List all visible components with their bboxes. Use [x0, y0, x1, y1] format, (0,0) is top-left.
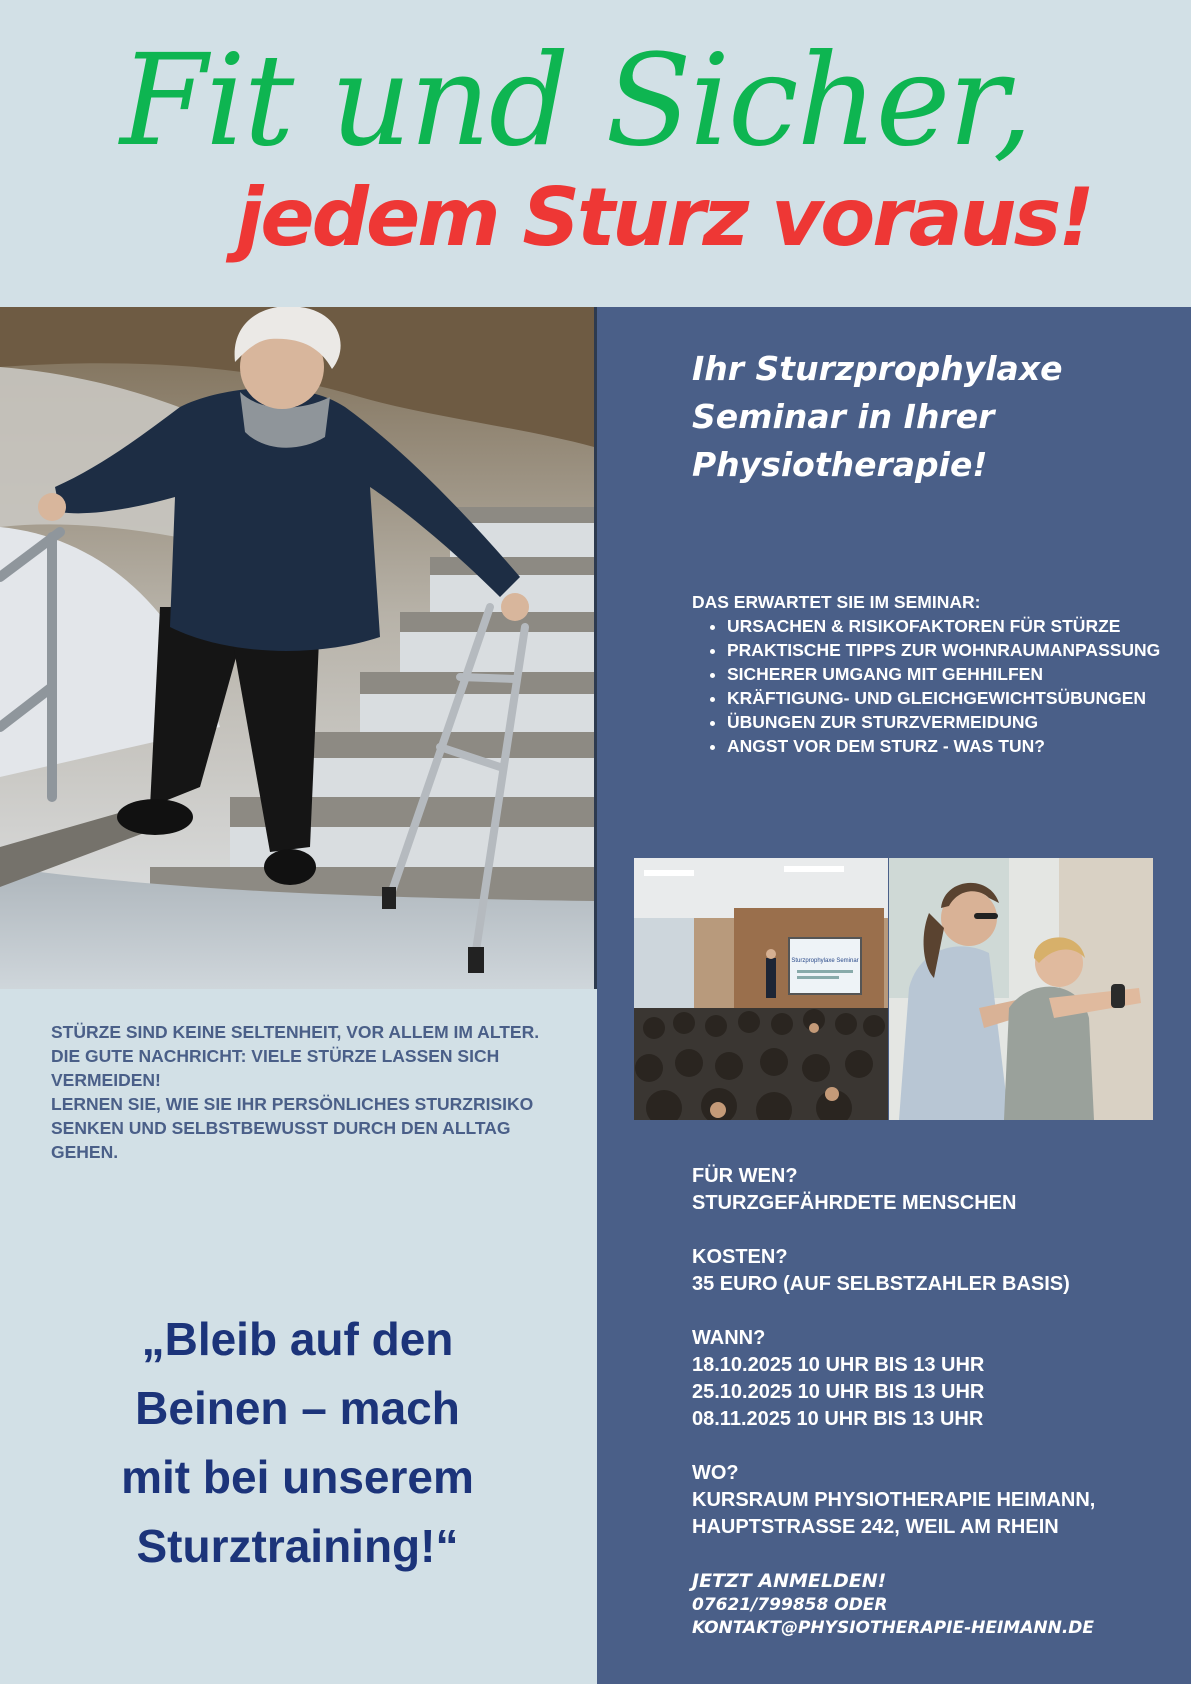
target-group-value: STURZGEFÄHRDETE MENSCHEN: [692, 1192, 1017, 1214]
seminar-headline-line-2: Seminar in Ihrer: [692, 397, 995, 436]
target-group-label: FÜR WEN?: [692, 1165, 798, 1187]
date-item: 25.10.2025 10 UHR BIS 13 UHR: [692, 1381, 985, 1403]
seminar-audience-photo: [634, 858, 888, 1120]
title-sub: jedem Sturz voraus!: [236, 171, 1092, 264]
intro-line-2: DIE GUTE NACHRICHT: VIELE STÜRZE LASSEN SICH VERMEIDEN!: [51, 1046, 500, 1090]
dates: [692, 1325, 1172, 1433]
intro-line-3: LERNEN SIE, WIE SIE IHR PERSÖNLICHES STURZRISIKO SENKEN UND SELBSTBEWUSST DURCH DEN ALLTAG GEHEN.: [51, 1094, 534, 1162]
seminar-info: [692, 1163, 1172, 1568]
topics-title: DAS ERWARTET SIE IM SEMINAR:: [692, 592, 981, 612]
quote: [40, 1305, 555, 1581]
quote-line-3: mit bei unserem: [121, 1451, 474, 1503]
seminar-headline-line-1: Ihr Sturzprophylaxe: [692, 349, 1063, 388]
seminar-headline: [692, 345, 1162, 489]
elderly-woman-photo: [0, 307, 597, 989]
registration-cta: [692, 1569, 1172, 1640]
topic-item: • ÜBUNGEN ZUR STURZVERMEIDUNG: [727, 710, 1172, 734]
seminar-headline-line-3: Physiotherapie!: [692, 445, 988, 484]
quote-line-4: Sturztraining!“: [136, 1520, 459, 1572]
therapy-exercise-photo: [889, 858, 1153, 1120]
location-label: WO?: [692, 1462, 739, 1484]
topic-item: • KRÄFTIGUNG- UND GLEICHGEWICHTSÜBUNGEN: [727, 686, 1172, 710]
topic-item: • ANGST VOR DEM STURZ - WAS TUN?: [727, 734, 1172, 758]
costs-value: 35 EURO (AUF SELBSTZAHLER BASIS): [692, 1273, 1070, 1295]
screen-text: Sturzprophylaxe Seminar: [791, 958, 859, 964]
register-heading: JETZT ANMELDEN!: [692, 1570, 887, 1592]
topic-item: • PRAKTISCHE TIPPS ZUR WOHNRAUMANPASSUNG: [727, 638, 1172, 662]
phone-number: 07621/799858 ODER: [692, 1595, 888, 1615]
location: [692, 1460, 1172, 1541]
quote-line-1: „Bleib auf den: [141, 1313, 454, 1365]
intro-text: [51, 1020, 581, 1164]
seminar-topics: [692, 590, 1172, 758]
intro-line-1: STÜRZE SIND KEINE SELTENHEIT, VOR ALLEM IM ALTER.: [51, 1022, 540, 1042]
dates-label: WANN?: [692, 1327, 766, 1349]
title-main: Fit und Sicher,: [120, 27, 1031, 174]
costs: [692, 1244, 1172, 1298]
topics-list: [692, 614, 1172, 758]
email-address: KONTAKT@PHYSIOTHERAPIE-HEIMANN.DE: [692, 1618, 1094, 1638]
topic-item: • URSACHEN & RISIKOFAKTOREN FÜR STÜRZE: [727, 614, 1172, 638]
target-group: [692, 1163, 1172, 1217]
date-item: 08.11.2025 10 UHR BIS 13 UHR: [692, 1408, 984, 1430]
header: [0, 0, 1191, 307]
topic-item: • SICHERER UMGANG MIT GEHHILFEN: [727, 662, 1172, 686]
costs-label: KOSTEN?: [692, 1246, 788, 1268]
quote-line-2: Beinen – mach: [135, 1382, 460, 1434]
location-line-1: KURSRAUM PHYSIOTHERAPIE HEIMANN,: [692, 1489, 1096, 1511]
date-item: 18.10.2025 10 UHR BIS 13 UHR: [692, 1354, 985, 1376]
location-line-2: HAUPTSTRASSE 242, WEIL AM RHEIN: [692, 1516, 1059, 1538]
